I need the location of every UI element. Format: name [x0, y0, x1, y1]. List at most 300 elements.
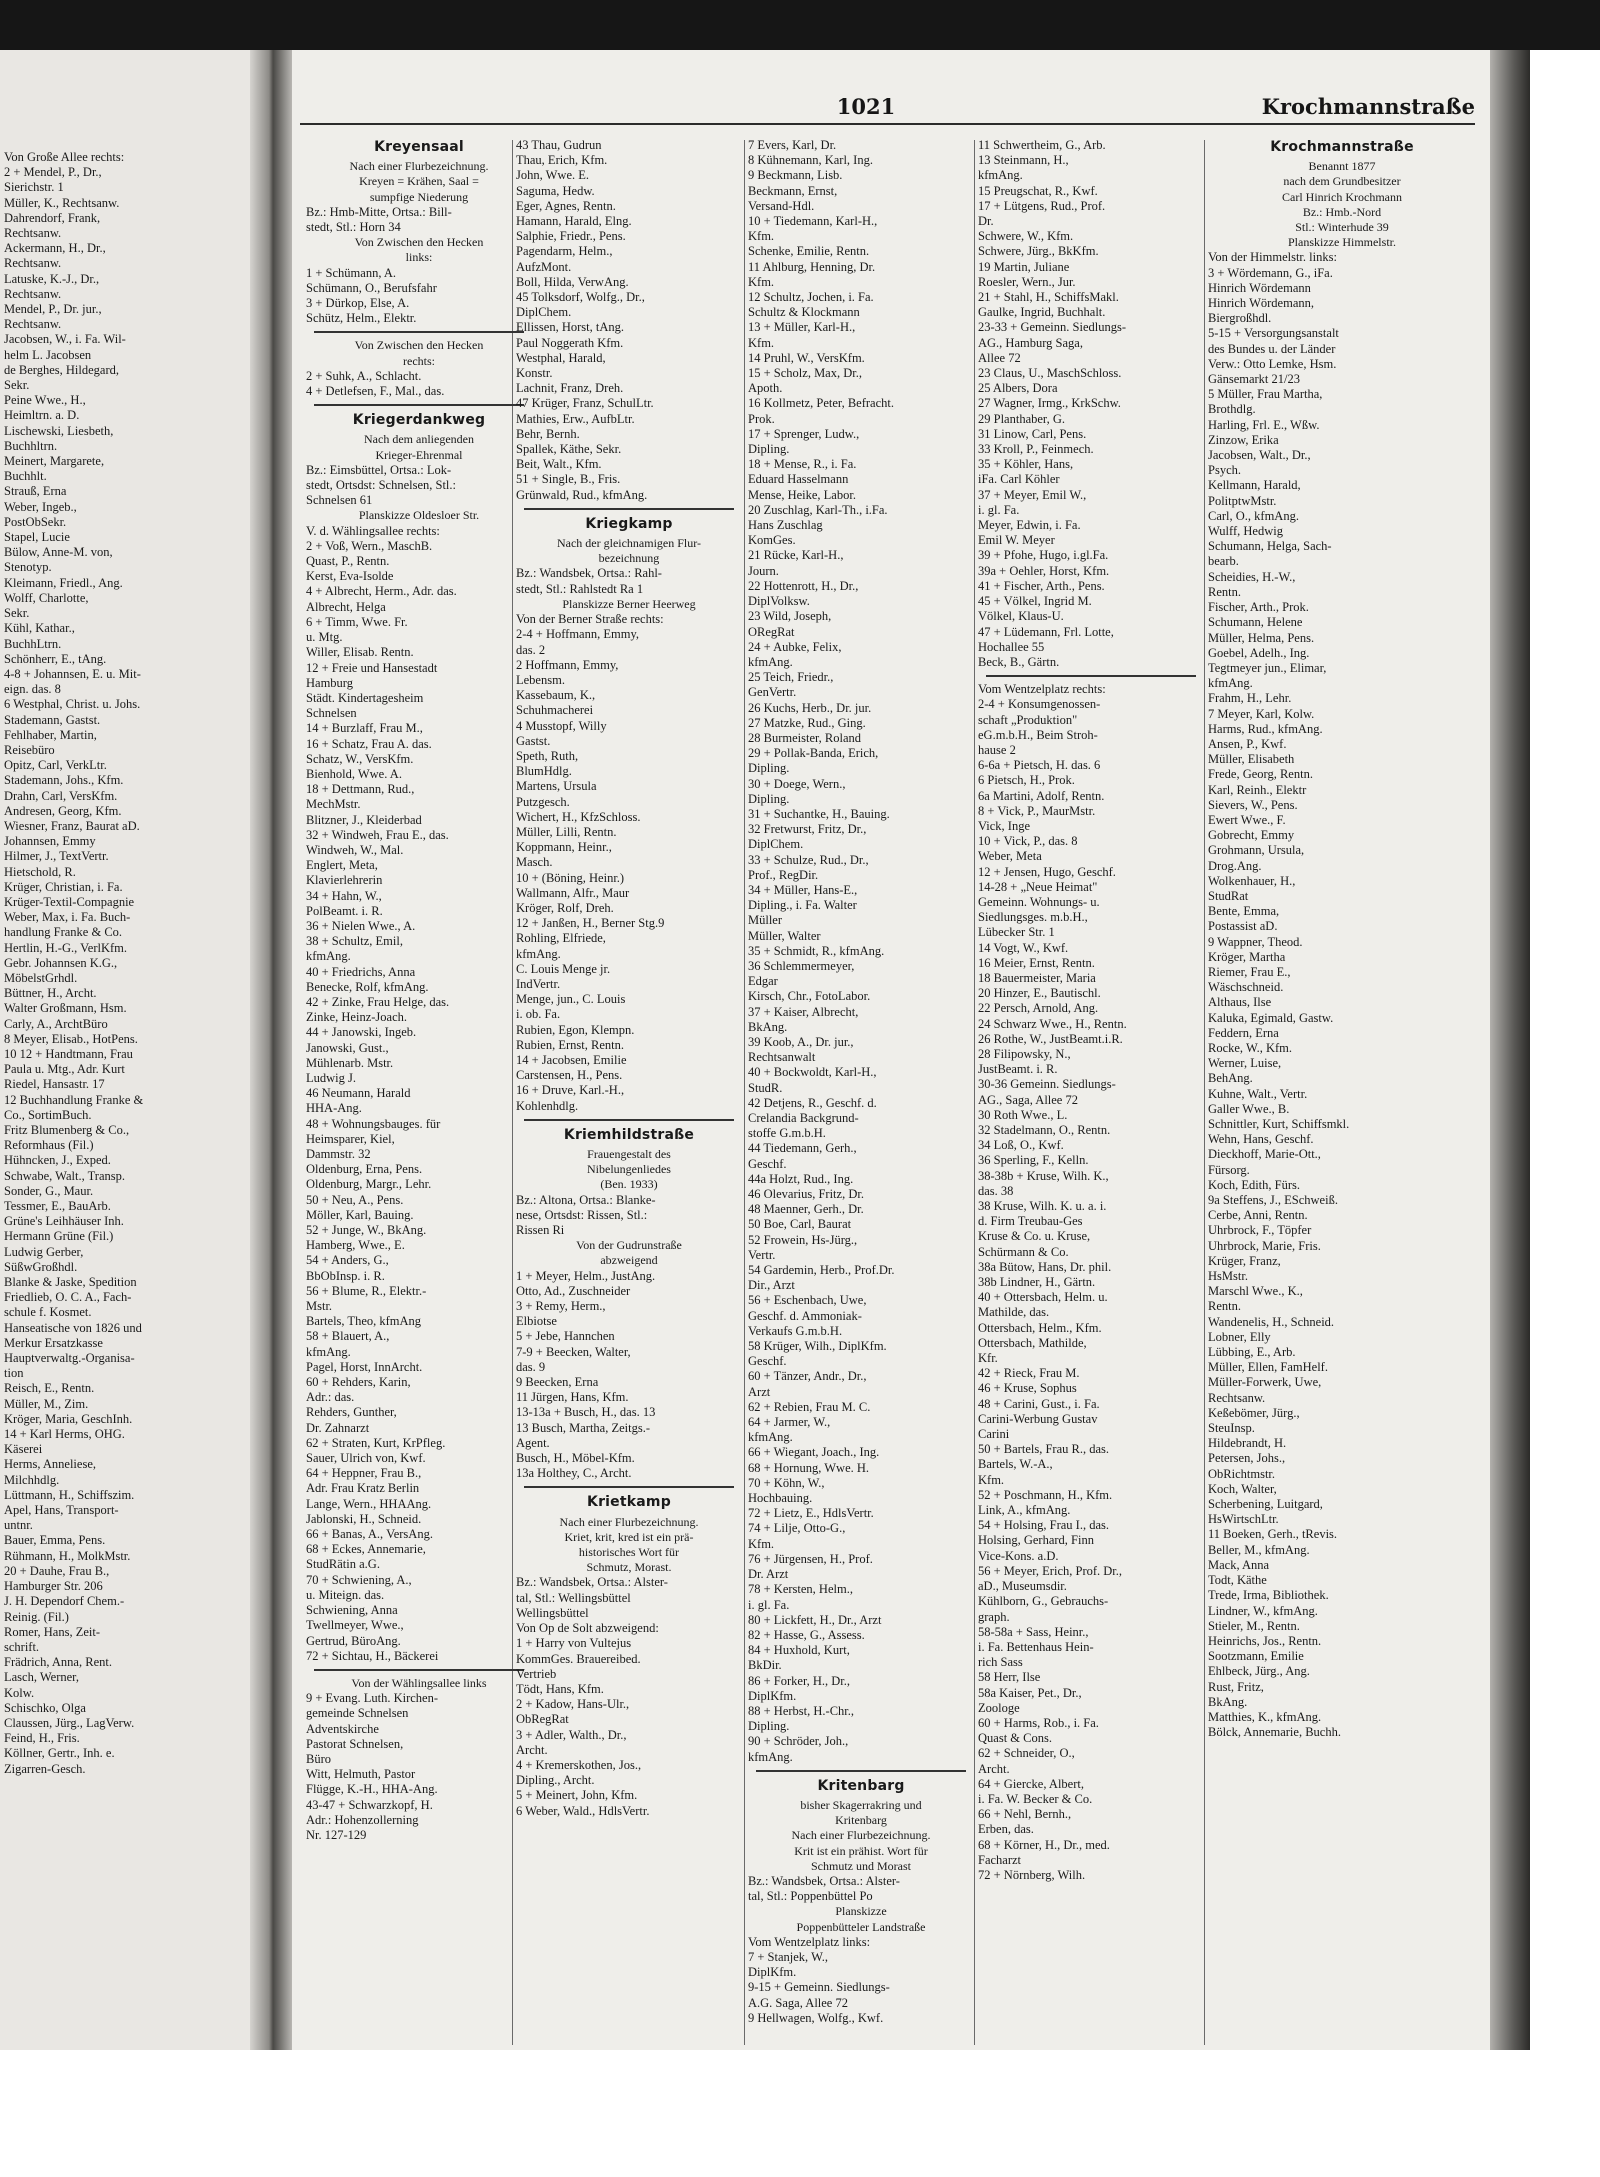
directory-entry: Fehlhaber, Martin, [4, 727, 97, 742]
street-note: Von der Wählingsallee links [351, 1675, 487, 1690]
directory-entry: Schütz, Helm., Elektr. [306, 311, 417, 326]
directory-entry: 78 + Kersten, Helm., [748, 1582, 853, 1597]
directory-entry: Englert, Meta, [306, 858, 378, 873]
directory-entry: Kfm. [748, 1536, 775, 1551]
directory-entry: Käserei [4, 1442, 43, 1457]
street-heading: Kriegkamp [585, 515, 673, 532]
directory-entry: 13a Holthey, C., Archt. [516, 1466, 632, 1481]
directory-entry: 4 Musstopf, Willy [516, 718, 607, 733]
street-note: abzweigend [600, 1253, 658, 1268]
directory-column-1 [306, 138, 532, 2038]
directory-entry: 16 + Druve, Karl.-H., [516, 1083, 625, 1098]
section-rule [524, 1119, 734, 1121]
directory-entry: IndVertr. [516, 976, 561, 991]
directory-entry: Dammstr. 32 [306, 1147, 371, 1161]
directory-entry: Schumann, Helene [1208, 615, 1303, 630]
directory-entry: Opitz, Carl, VerkLtr. [4, 758, 107, 773]
directory-entry: 50 + Neu, A., Pens. [306, 1192, 404, 1207]
directory-entry: 47 Krüger, Franz, SchulLtr. [516, 396, 654, 411]
directory-entry: 14 Vogt, W., Kwf. [978, 940, 1069, 955]
directory-entry: 23 Wild, Joseph, [748, 609, 832, 624]
directory-entry: schrift. [4, 1639, 40, 1654]
directory-entry: u. Miteign. das. [306, 1587, 385, 1602]
directory-entry: Beckmann, Ernst, [748, 183, 838, 198]
directory-entry: 13 + Müller, Karl-H., [748, 320, 856, 335]
directory-entry: 62 + Rebien, Frau M. C. [748, 1399, 871, 1414]
directory-entry: 29 Planthaber, G. [978, 411, 1065, 426]
directory-entry: Grohmann, Ursula, [1208, 843, 1305, 858]
directory-entry: Reisch, E., Rentn. [4, 1381, 95, 1396]
directory-entry: Bauer, Emma, Pens. [4, 1533, 106, 1548]
directory-entry: 43-47 + Schwarzkopf, H. [306, 1797, 433, 1812]
directory-entry: Kühlborn, G., Gebrauchs- [978, 1594, 1109, 1609]
directory-entry: 62 + Schneider, O., [978, 1746, 1075, 1761]
directory-entry: 14 + Burzlaff, Frau M., [306, 721, 423, 736]
directory-entry: Wolkenhauer, H., [1208, 873, 1296, 888]
directory-entry: Schnelsen 61 [306, 493, 373, 508]
directory-entry: Sierichstr. 1 [4, 180, 64, 195]
directory-entry: Schatz, W., VersKfm. [306, 751, 414, 766]
directory-entry: Feind, H., Fris. [4, 1731, 80, 1746]
directory-entry: 6-6a + Pietsch, H. das. 6 [978, 758, 1101, 773]
directory-entry: 22 Persch, Arnold, Ang. [978, 1001, 1099, 1016]
directory-entry: V. d. Wählingsallee rechts: [306, 523, 440, 538]
directory-entry: Weber, Max, i. Fa. Buch- [4, 910, 131, 925]
directory-entry: Salphie, Friedr., Pens. [516, 229, 626, 244]
directory-entry: Beck, B., Gärtn. [978, 654, 1060, 669]
directory-entry: Tegtmeyer jun., Elimar, [1208, 660, 1327, 675]
directory-entry: Hochbauing. [748, 1491, 813, 1506]
directory-entry: Carl, O., kfmAng. [1208, 508, 1299, 523]
directory-entry: 7 + Stanjek, W., [748, 1949, 828, 1964]
street-note: Nach der gleichnamigen Flur- [556, 536, 702, 551]
directory-entry: 25 Albers, Dora [978, 381, 1058, 396]
directory-entry: John, Wwe. E. [516, 168, 590, 183]
directory-entry: Lüttmann, H., Schiffszim. [4, 1487, 135, 1502]
directory-entry: Von der Himmelstr. links: [1208, 250, 1337, 265]
directory-entry: ORegRat [748, 624, 795, 639]
directory-entry: 58-58a + Sass, Heinr., [978, 1624, 1089, 1639]
directory-entry: Koch, Walter, [1208, 1481, 1277, 1496]
directory-entry: Gaulke, Ingrid, Buchhalt. [978, 305, 1106, 320]
directory-entry: 35 + Schmidt, R., kfmAng. [748, 943, 885, 958]
directory-entry: Rechtsanw. [4, 226, 62, 241]
directory-entry: Witt, Helmuth, Pastor [306, 1767, 416, 1782]
directory-entry: Sekr. [4, 606, 30, 621]
directory-entry: Von der Berner Straße rechts: [516, 612, 664, 627]
street-note: nach dem Grundbesitzer [1283, 174, 1401, 189]
street-note: Nach einer Flurbezeichnung. [559, 1514, 699, 1529]
directory-entry: 3 + Dürkop, Else, A. [306, 296, 410, 311]
directory-entry: i. Fa. Bettenhaus Hein- [978, 1639, 1094, 1654]
directory-entry: rich Sass [978, 1655, 1023, 1670]
directory-entry: 66 + Wiegant, Joach., Ing. [748, 1445, 880, 1460]
directory-entry: MechMstr. [306, 797, 361, 812]
directory-entry: 2-4 + Hoffmann, Emmy, [516, 627, 640, 642]
street-note: Kritenbarg [835, 1813, 887, 1828]
directory-entry: Vertrieb [516, 1666, 557, 1681]
directory-entry: Masch. [516, 855, 553, 870]
directory-entry: Kaluka, Egimald, Gastw. [1208, 1010, 1334, 1025]
directory-entry: Mühlenarb. Mstr. [306, 1055, 394, 1070]
directory-entry: Kfm. [748, 335, 775, 350]
directory-entry: 43 Thau, Gudrun [516, 138, 602, 152]
directory-entry: i. Fa. W. Becker & Co. [978, 1791, 1093, 1806]
directory-entry: 42 + Rieck, Frau M. [978, 1366, 1080, 1381]
directory-entry: Schürmann & Co. [978, 1244, 1069, 1259]
directory-entry: Lübecker Str. 1 [978, 925, 1055, 940]
directory-entry: 9 Beckmann, Lisb. [748, 168, 843, 183]
directory-entry: Carini-Werbung Gustav [978, 1411, 1098, 1426]
directory-entry: Kassebaum, K., [516, 688, 596, 703]
directory-entry: Adr.: das. [306, 1390, 355, 1405]
directory-entry: 58 Krüger, Wilh., DiplKfm. [748, 1339, 887, 1354]
directory-entry: 14 + Jacobsen, Emilie [516, 1052, 627, 1067]
directory-entry: Heinrichs, Jos., Rentn. [1208, 1633, 1322, 1648]
directory-entry: HsWirtschLtr. [1208, 1512, 1279, 1527]
directory-entry: 26 Rothe, W., JustBeamt.i.R. [978, 1031, 1123, 1046]
directory-entry: Schwere, Jürg., BkKfm. [978, 244, 1099, 259]
directory-entry: Pastorat Schnelsen, [306, 1736, 404, 1751]
directory-entry: 4 + Kremerskothen, Jos., [516, 1757, 642, 1772]
street-note: sumpfige Niederung [369, 189, 469, 204]
directory-entry: Hermann Grüne (Fil.) [4, 1229, 114, 1244]
directory-entry: Müller [748, 913, 783, 928]
directory-entry: 36 Sperling, F., Kelln. [978, 1153, 1089, 1168]
directory-entry: A.G. Saga, Allee 72 [748, 1995, 848, 2010]
directory-entry: kfmAng. [748, 1749, 793, 1764]
directory-entry: kfmAng. [306, 1344, 351, 1359]
directory-entry: 15 Preugschat, R., Kwf. [978, 183, 1098, 198]
directory-entry: 60 + Tänzer, Andr., Dr., [748, 1369, 867, 1384]
directory-entry: Carstensen, H., Pens. [516, 1068, 623, 1083]
directory-entry: 7-9 + Beecken, Walter, [516, 1344, 631, 1359]
directory-entry: Hildebrandt, H. [1208, 1436, 1287, 1451]
directory-entry: 12 + Freie und Hansestadt [306, 660, 438, 675]
directory-entry: bearb. [1208, 554, 1239, 569]
directory-entry: 66 + Banas, A., VersAng. [306, 1527, 433, 1542]
directory-entry: Adr. Frau Kratz Berlin [306, 1481, 420, 1496]
directory-entry: Kerst, Eva-Isolde [306, 569, 394, 584]
street-note: Von Zwischen den Hecken [354, 338, 484, 353]
directory-entry: Vick, Inge [978, 818, 1031, 833]
directory-entry: eign. das. 8 [4, 682, 61, 697]
directory-entry: DiplKfm. [748, 1688, 797, 1703]
directory-entry: Müller, Lilli, Rentn. [516, 824, 617, 839]
directory-entry: Thau, Erich, Kfm. [516, 153, 608, 168]
directory-entry: Dipling. [748, 1719, 790, 1734]
directory-entry: 3 + Remy, Herm., [516, 1299, 606, 1314]
directory-entry: 20 Hinzer, E., Bautischl. [978, 986, 1101, 1001]
directory-entry: 28 Burmeister, Roland [748, 730, 862, 745]
directory-entry: 46 Olevarius, Fritz, Dr. [748, 1187, 864, 1202]
directory-entry: 11 Jürgen, Hans, Kfm. [516, 1390, 629, 1405]
directory-entry: Vice-Kons. a.D. [978, 1548, 1059, 1563]
directory-entry: Herms, Anneliese, [4, 1457, 96, 1472]
directory-entry: Kellmann, Harald, [1208, 478, 1301, 493]
scan-top-border [0, 0, 1600, 50]
street-note: Carl Hinrich Krochmann [1282, 189, 1402, 204]
directory-entry: 34 + Müller, Hans-E., [748, 882, 858, 897]
directory-entry: 2-4 + Konsumgenossen- [978, 697, 1101, 712]
street-note: Benannt 1877 [1308, 159, 1376, 174]
directory-entry: Wellingsbüttel [516, 1605, 589, 1620]
directory-entry: Merkur Ersatzkasse [4, 1335, 103, 1350]
directory-entry: 44a Holzt, Rud., Ing. [748, 1171, 854, 1186]
column-divider [744, 140, 745, 2045]
directory-entry: Mathies, Erw., AufbLtr. [516, 411, 635, 426]
directory-entry: Verw.: Otto Lemke, Hsm. [1208, 356, 1337, 371]
directory-entry: 10 + Tiedemann, Karl-H., [748, 214, 878, 229]
directory-entry: KommGes. Brauereibed. [516, 1651, 641, 1666]
street-note: (Ben. 1933) [600, 1177, 658, 1192]
directory-entry: Grüne's Leihhäuser Inh. [4, 1214, 124, 1229]
directory-entry: 32 + Windweh, Frau E., das. [306, 827, 449, 842]
directory-entry: 60 + Rehders, Karin, [306, 1375, 411, 1390]
directory-entry: 68 + Hornung, Wwe. H. [748, 1460, 870, 1475]
directory-entry: ObRegRat [516, 1712, 569, 1727]
directory-entry: Twellmeyer, Wwe., [306, 1618, 404, 1633]
street-note: links: [405, 250, 433, 265]
left-page-column [4, 150, 240, 2050]
street-note: Nach einer Flurbezeichnung. [349, 159, 489, 174]
directory-entry: Bz.: Wandsbek, Ortsa.: Alster- [748, 1873, 900, 1888]
directory-entry: Uhrbrock, Marie, Fris. [1208, 1238, 1321, 1253]
directory-entry: 11 Ahlburg, Henning, Dr. [748, 259, 876, 274]
directory-entry: Wandenelis, H., Schneid. [1208, 1314, 1335, 1329]
directory-entry: Dr. [978, 214, 994, 229]
directory-entry: AG., Hamburg Saga, [978, 335, 1083, 350]
directory-entry: 52 + Poschmann, H., Kfm. [978, 1487, 1113, 1502]
directory-entry: Arzt [748, 1384, 771, 1399]
directory-entry: Putzgesch. [516, 794, 570, 809]
street-note: Kriet, krit, kred ist ein prä- [564, 1529, 694, 1544]
directory-entry: Sauer, Ulrich von, Kwf. [306, 1451, 426, 1466]
directory-entry: BuchhLtrn. [4, 636, 62, 651]
directory-entry: 23-33 + Gemeinn. Siedlungs- [978, 320, 1127, 335]
directory-entry: Schwere, W., Kfm. [978, 229, 1074, 244]
directory-entry: stedt, Stl.: Horn 34 [306, 220, 401, 235]
directory-entry: Bente, Emma, [1208, 904, 1280, 919]
directory-entry: Rubien, Egon, Klempn. [516, 1022, 635, 1037]
directory-entry: Adr.: Hohenzollerning [306, 1812, 419, 1827]
directory-entry: handlung Franke & Co. [4, 925, 123, 940]
directory-entry: Geschf. d. Ammoniak- [748, 1308, 862, 1323]
directory-entry: 9-15 + Gemeinn. Siedlungs- [748, 1980, 890, 1995]
section-rule [756, 1770, 966, 1772]
directory-entry: Rechtsanw. [4, 256, 62, 271]
directory-entry: Mathilde, das. [978, 1305, 1050, 1320]
directory-entry: i. gl. Fa. [748, 1597, 790, 1612]
directory-entry: 20 + Dauhe, Frau B., [4, 1563, 110, 1578]
directory-entry: 58 + Blauert, A., [306, 1329, 390, 1344]
directory-entry: Goebel, Adelh., Ing. [1208, 645, 1310, 660]
directory-entry: Rechtsanw. [4, 286, 62, 301]
directory-entry: Roesler, Wern., Jur. [978, 274, 1076, 289]
directory-entry: 40 + Ottersbach, Helm. u. [978, 1290, 1108, 1305]
directory-entry: 45 Tolksdorf, Wolfg., Dr., [516, 290, 645, 305]
directory-entry: 30-36 Gemeinn. Siedlungs- [978, 1077, 1116, 1092]
directory-entry: Gobrecht, Emmy [1208, 828, 1295, 843]
directory-entry: Blanke & Jaske, Spedition [4, 1275, 137, 1290]
running-street-title: Krochmannstraße [1261, 94, 1475, 119]
directory-entry: Saguma, Hedw. [516, 183, 595, 198]
directory-entry: C. Louis Menge jr. [516, 961, 611, 976]
directory-entry: gemeinde Schnelsen [306, 1706, 409, 1721]
directory-entry: 72 + Lietz, E., HdlsVertr. [748, 1506, 874, 1521]
directory-entry: Weber, Ingeb., [4, 499, 77, 514]
directory-entry: 19 Martin, Juliane [978, 259, 1070, 274]
directory-entry: Wäschschneid. [1208, 980, 1284, 995]
directory-entry: Kleimann, Friedl., Ang. [4, 575, 123, 590]
directory-entry: 64 + Giercke, Albert, [978, 1776, 1084, 1791]
directory-entry: Rissen Ri [516, 1223, 565, 1238]
directory-entry: 24 + Aubke, Felix, [748, 639, 842, 654]
directory-entry: Siedlungsges. m.b.H., [978, 910, 1088, 925]
directory-entry: Werner, Luise, [1208, 1056, 1282, 1071]
street-note: Planskizze Berner Heerweg [562, 596, 696, 611]
directory-entry: Bartels, W.-A., [978, 1457, 1053, 1472]
directory-entry: Kfm. [748, 229, 775, 244]
directory-entry: Heimsparer, Kiel, [306, 1131, 395, 1146]
directory-entry: kfmAng. [748, 654, 793, 669]
directory-entry: Riedel, Hansastr. 17 [4, 1077, 105, 1092]
directory-entry: 54 + Anders, G., [306, 1253, 389, 1268]
directory-entry: Kfm. [748, 274, 775, 289]
directory-entry: 35 + Köhler, Hans, [978, 457, 1074, 472]
directory-entry: 13 Steinmann, H., [978, 153, 1069, 168]
directory-entry: 2 + Kadow, Hans-Ulr., [516, 1697, 630, 1712]
directory-entry: DiplChem. [748, 837, 804, 852]
directory-entry: ObRichtmstr. [1208, 1466, 1276, 1481]
directory-entry: Städt. Kindertagesheim [306, 690, 424, 705]
directory-entry: Johannsen, Emmy [4, 834, 96, 849]
directory-entry: Pagendarm, Helm., [516, 244, 613, 259]
directory-entry: Kolw. [4, 1685, 35, 1700]
directory-entry: Todt, Käthe [1208, 1573, 1267, 1588]
directory-entry: 40 + Friedrichs, Anna [306, 964, 416, 979]
directory-entry: 40 + Bockwoldt, Karl-H., [748, 1065, 877, 1080]
directory-entry: 16 Kollmetz, Peter, Befracht. [748, 396, 894, 411]
directory-entry: 86 + Forker, H., Dr., [748, 1673, 851, 1688]
directory-entry: 62 + Straten, Kurt, KrPfleg. [306, 1435, 446, 1450]
directory-entry: 48 Maenner, Gerh., Dr. [748, 1202, 864, 1217]
directory-entry: HsMstr. [1208, 1269, 1248, 1284]
directory-entry: 2 + Voß, Wern., MaschB. [306, 538, 433, 553]
directory-entry: 6 Pietsch, H., Prok. [978, 773, 1075, 788]
directory-entry: 37 + Kaiser, Albrecht, [748, 1004, 859, 1019]
directory-entry: das. 9 [516, 1359, 546, 1374]
directory-entry: 58 Herr, Ilse [978, 1670, 1041, 1685]
directory-entry: Hanseatische von 1826 und [4, 1320, 142, 1335]
directory-entry: 33 + Schulze, Rud., Dr., [748, 852, 869, 867]
directory-entry: Stieler, M., Rentn. [1208, 1618, 1300, 1633]
directory-entry: Ludwig J. [306, 1070, 356, 1085]
directory-entry: Ackermann, H., Dr., [4, 241, 106, 256]
directory-entry: Adventskirche [306, 1721, 379, 1736]
directory-entry: Vom Wentzelplatz rechts: [978, 682, 1106, 697]
directory-entry: 13 Busch, Martha, Zeitgs.- [516, 1420, 651, 1435]
directory-entry: Zinke, Heinz-Joach. [306, 1010, 408, 1025]
directory-entry: 54 Gardemin, Herb., Prof.Dr. [748, 1263, 895, 1278]
directory-entry: 4-8 + Johannsen, E. u. Mit- [4, 666, 141, 681]
directory-entry: 36 Schlemmermeyer, [748, 958, 855, 973]
directory-entry: Meyer, Edwin, i. Fa. [978, 518, 1081, 533]
directory-entry: de Berghes, Hildegard, [4, 362, 120, 377]
street-note: bisher Skagerrakring und [800, 1797, 922, 1812]
directory-entry: 50 + Bartels, Frau R., das. [978, 1442, 1109, 1457]
directory-entry: stedt, Stl.: Rahlstedt Ra 1 [516, 581, 644, 596]
directory-entry: StudR. [748, 1080, 783, 1095]
directory-entry: Vom Wentzelplatz links: [748, 1934, 871, 1949]
directory-entry: 16 + Schatz, Frau A. das. [306, 736, 432, 751]
directory-entry: Jacobsen, Walt., Dr., [1208, 448, 1311, 463]
directory-entry: 33 Kroll, P., Feinmech. [978, 442, 1094, 457]
directory-entry: Allee 72 [978, 350, 1021, 365]
directory-entry: Zinzow, Erika [1208, 432, 1279, 447]
page-number: 1021 [836, 94, 896, 119]
directory-entry: Koppmann, Heinr., [516, 840, 612, 855]
directory-entry: Windweh, W., Mal. [306, 842, 404, 857]
directory-entry: Bülow, Anne-M. von, [4, 545, 113, 560]
directory-entry: i. ob. Fa. [516, 1007, 561, 1022]
directory-entry: 12 + Jensen, Hugo, Geschf. [978, 864, 1116, 879]
street-note: historisches Wort für [578, 1545, 680, 1560]
directory-entry: Drahn, Carl, VersKfm. [4, 788, 118, 803]
directory-entry: Schumann, Helga, Sach- [1208, 539, 1332, 554]
directory-entry: 17 + Lütgens, Rud., Prof. [978, 198, 1106, 213]
directory-entry: Bienhold, Wwe. A. [306, 766, 402, 781]
directory-entry: Hamburg [306, 675, 353, 690]
directory-entry: BkDir. [748, 1658, 782, 1673]
directory-entry: Boll, Hilda, VerwAng. [516, 274, 629, 289]
directory-entry: Otto, Ad., Zuschneider [516, 1283, 631, 1298]
directory-entry: Apel, Hans, Transport- [4, 1503, 119, 1518]
directory-entry: Ellissen, Horst, tAng. [516, 320, 624, 335]
directory-entry: Mack, Anna [1208, 1557, 1270, 1572]
directory-column-2 [516, 138, 742, 2038]
right-page-edge [1490, 50, 1530, 2050]
directory-entry: 30 + Doege, Wern., [748, 776, 846, 791]
directory-entry: 6 Westphal, Christ. u. Johs. [4, 697, 141, 712]
directory-entry: Galler Wwe., B. [1208, 1101, 1290, 1116]
street-heading: Kritenbarg [817, 1777, 905, 1794]
directory-entry: Spallek, Käthe, Sekr. [516, 442, 622, 457]
directory-entry: 7 Evers, Karl, Dr. [748, 138, 837, 152]
directory-entry: 39 Koob, A., Dr. jur., [748, 1034, 854, 1049]
directory-entry: Keßebömer, Jürg., [1208, 1405, 1300, 1420]
directory-entry: Krüger, Christian, i. Fa. [4, 879, 123, 894]
directory-entry: Hauptverwaltg.-Organisa- [4, 1351, 135, 1366]
directory-entry: 44 Tiedemann, Gerh., [748, 1141, 857, 1156]
directory-entry: Harling, Frl. E., Wßw. [1208, 417, 1320, 432]
directory-entry: Frahm, H., Lehr. [1208, 691, 1292, 706]
directory-entry: tal, Stl.: Poppenbüttel Po [748, 1889, 873, 1904]
column-divider [1204, 140, 1205, 2045]
directory-entry: Hamann, Harald, Elng. [516, 214, 632, 229]
directory-entry: Ludwig Gerber, [4, 1244, 84, 1259]
directory-entry: 68 + Eckes, Annemarie, [306, 1542, 426, 1557]
directory-entry: 12 Schultz, Jochen, i. Fa. [748, 290, 874, 305]
directory-entry: 72 + Sichtau, H., Bäckerei [306, 1648, 439, 1663]
directory-entry: 31 Linow, Carl, Pens. [978, 426, 1087, 441]
directory-column-5 [1208, 138, 1476, 2038]
directory-entry: Fürsorg. [1208, 1162, 1250, 1177]
directory-entry: Dr. Arzt [748, 1567, 789, 1582]
directory-entry: 5 Müller, Frau Martha, [1208, 387, 1323, 402]
directory-entry: Oldenburg, Margr., Lehr. [306, 1177, 432, 1192]
directory-entry: 31 + Suchantke, H., Bauing. [748, 806, 890, 821]
